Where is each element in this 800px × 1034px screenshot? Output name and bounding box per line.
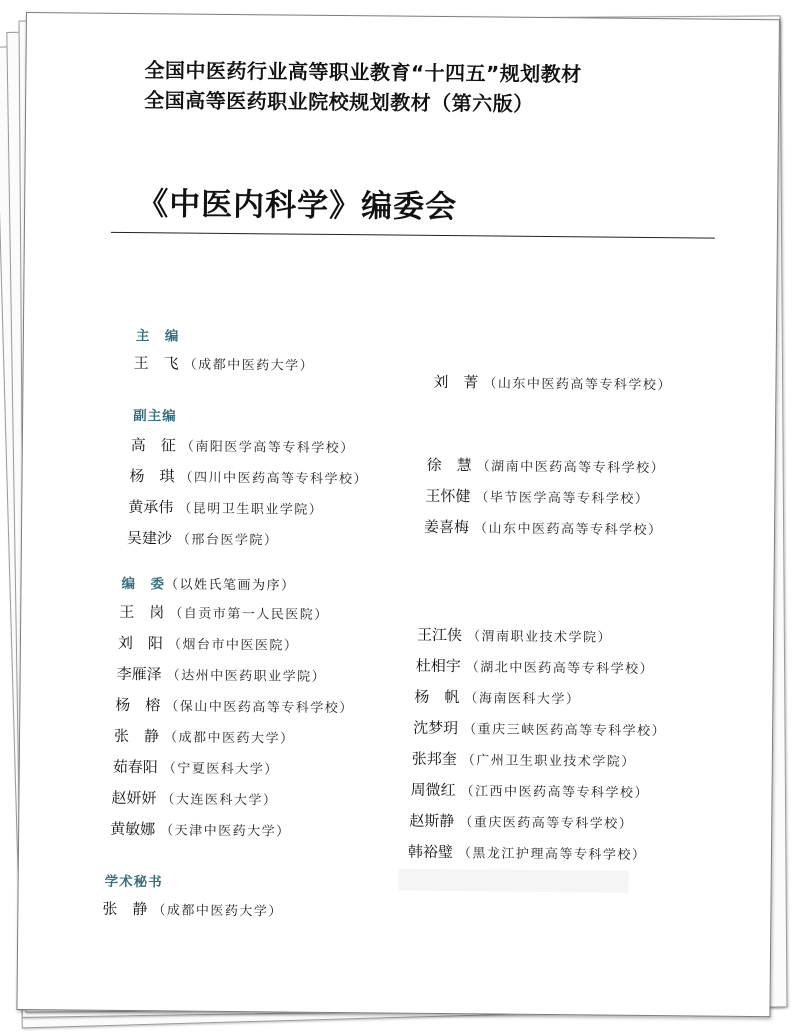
person-name: 徐 慧	[426, 455, 472, 475]
person-name: 王 岗	[119, 602, 165, 622]
person-affiliation: （广州卫生职业技术学院）	[461, 753, 636, 770]
person-name: 王江侠	[416, 625, 463, 645]
list-item	[408, 841, 647, 864]
person-name: 杜相宇	[415, 656, 461, 676]
person-affiliation: （自贡市第一人民医院）	[169, 606, 329, 623]
person-name: 赵斯静	[409, 811, 455, 831]
list-item	[134, 352, 315, 375]
sort-note: （以姓氏笔画为序）	[164, 577, 296, 594]
section-heading-chief-editor: 主 编	[135, 328, 180, 345]
list-item	[114, 725, 295, 748]
list-item	[111, 787, 277, 810]
person-affiliation: （昆明卫生职业学院）	[178, 501, 324, 518]
person-name: 沈梦玥	[413, 718, 459, 738]
person-affiliation: （烟台市中医医院）	[167, 637, 299, 654]
person-name: 杨 琪	[129, 467, 175, 486]
list-item	[102, 898, 283, 921]
person-affiliation: （海南医科大学）	[464, 691, 581, 708]
person-affiliation: （保山中医药高等专科学校）	[165, 699, 354, 717]
person-affiliation: （成都中医药大学）	[152, 903, 283, 920]
person-name: 王 飞	[133, 354, 179, 373]
person-affiliation: （宁夏医科大学）	[162, 761, 279, 778]
person-name: 韩裕璧	[407, 842, 454, 862]
list-item	[118, 632, 299, 655]
section-heading-label: 编 委	[121, 575, 166, 593]
person-affiliation: （成都中医药大学）	[163, 730, 295, 747]
section-heading-editorial-board	[121, 572, 295, 594]
list-item	[412, 748, 636, 771]
person-name: 李雁泽	[116, 664, 162, 684]
list-item	[409, 810, 633, 833]
person-affiliation: （南阳医学高等专科学校）	[180, 439, 355, 457]
list-item	[414, 686, 580, 709]
list-item	[433, 371, 672, 394]
person-affiliation: （江西中医药高等专科学校）	[460, 784, 650, 802]
list-item	[427, 454, 666, 477]
person-affiliation: （湖南中医药高等专科学校）	[476, 459, 666, 477]
person-name: 刘 菁	[433, 372, 479, 392]
person-name: 张 静	[113, 726, 160, 746]
person-affiliation: （天津中医药大学）	[160, 823, 291, 840]
person-affiliation: （四川中医药高等专科学校）	[179, 470, 369, 488]
faint-bleed-through	[399, 869, 629, 893]
document-page	[16, 12, 780, 1017]
person-name: 杨 帆	[414, 687, 460, 707]
person-affiliation: （毕节医学高等专科学校）	[475, 490, 650, 508]
list-item	[129, 465, 368, 488]
person-name: 刘 阳	[117, 633, 164, 653]
list-item	[425, 485, 649, 508]
person-name: 茹春阳	[112, 757, 158, 777]
person-name: 王怀健	[425, 486, 471, 506]
person-name: 吴建沙	[126, 528, 173, 548]
person-name: 黄承伟	[128, 498, 174, 517]
person-affiliation: （重庆三峡医药高等专科学校）	[463, 722, 667, 740]
person-name: 姜喜梅	[423, 517, 470, 537]
list-item	[424, 516, 663, 539]
list-item	[416, 655, 655, 678]
list-item	[417, 624, 612, 647]
person-affiliation: （大连医科大学）	[161, 792, 278, 809]
title-rule	[111, 232, 715, 239]
person-affiliation: （湖北中医药高等专科学校）	[465, 660, 655, 678]
list-item	[115, 694, 354, 717]
list-item	[117, 663, 327, 686]
list-item	[410, 779, 649, 802]
list-item	[119, 601, 329, 624]
person-affiliation: （山东中医药高等专科学校）	[483, 376, 673, 394]
list-item	[127, 527, 279, 549]
person-name: 杨 榕	[115, 695, 161, 715]
person-affiliation: （重庆医药高等专科学校）	[459, 815, 634, 832]
series-title-line-1: 全国中医药行业高等职业教育“十四五”规划教材	[144, 58, 582, 87]
person-name: 赵妍妍	[111, 788, 157, 808]
person-name: 高 征	[130, 436, 176, 455]
series-title-line-2: 全国高等医药职业院校规划教材（第六版）	[144, 88, 534, 116]
person-affiliation: （山东中医药高等专科学校）	[473, 521, 663, 539]
person-affiliation: （黑龙江护理高等专科学校）	[457, 846, 647, 863]
section-heading-academic-secretary: 学术秘书	[104, 873, 163, 891]
list-item	[113, 756, 279, 779]
list-item	[413, 717, 666, 740]
person-affiliation: （邢台医学院）	[176, 532, 279, 549]
list-item	[110, 818, 291, 841]
person-name: 张 静	[102, 899, 148, 919]
list-item	[128, 496, 323, 519]
person-name: 张邦奎	[411, 749, 457, 769]
page-title: 《中医内科学》编委会	[136, 186, 458, 226]
list-item	[131, 434, 355, 457]
person-affiliation: （达州中医药职业学院）	[166, 668, 327, 685]
person-name: 黄敏娜	[110, 819, 156, 839]
person-affiliation: （渭南职业技术学院）	[466, 629, 613, 646]
person-name: 周微红	[410, 780, 456, 800]
person-affiliation: （成都中医药大学）	[183, 357, 315, 374]
section-heading-deputy-editor: 副主编	[133, 408, 177, 425]
